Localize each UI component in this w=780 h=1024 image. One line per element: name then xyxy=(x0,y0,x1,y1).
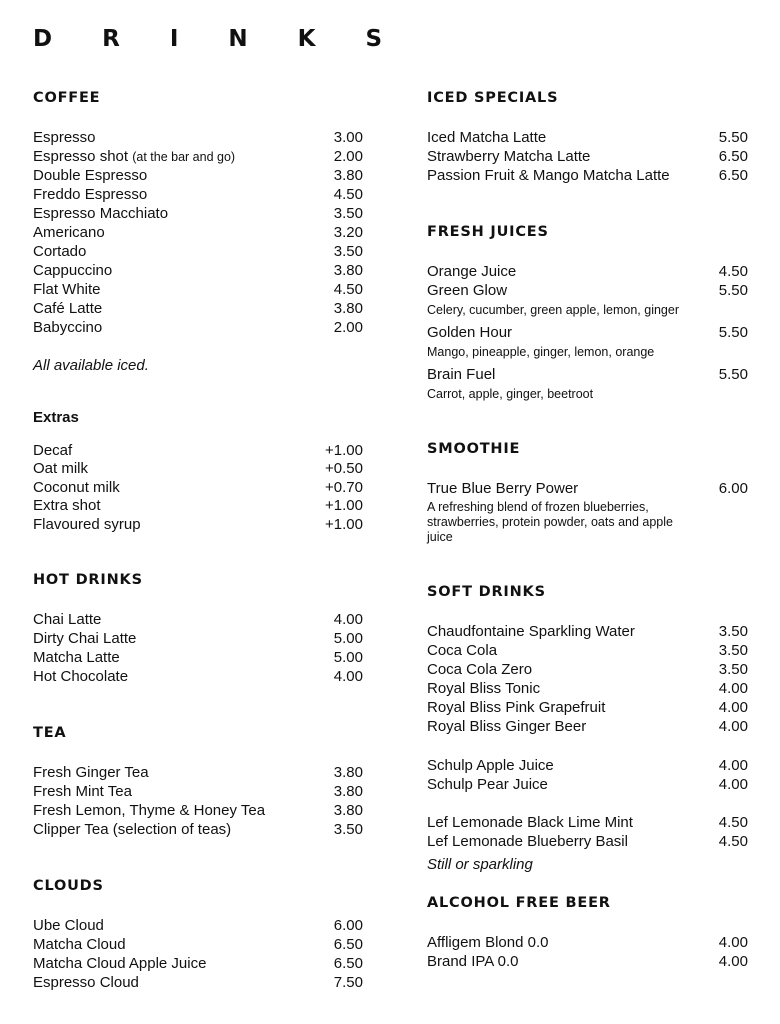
section-heading-hot-drinks: HOT DRINKS xyxy=(33,572,143,588)
coffee-note: All available iced. xyxy=(33,357,149,374)
item-description: Mango, pineapple, ginger, lemon, orange xyxy=(427,345,655,359)
item-description: A refreshing blend of frozen blueberries, strawberries, protein powder, oats and apple juice xyxy=(427,500,673,544)
section-heading-fresh-juices: FRESH JUICES xyxy=(427,224,549,240)
section-heading-soft-drinks: SOFT DRINKS xyxy=(427,584,546,600)
item-description: Celery, cucumber, green apple, lemon, ginger xyxy=(427,303,679,317)
item-description: Carrot, apple, ginger, beetroot xyxy=(427,387,594,401)
section-heading-coffee: COFFEE xyxy=(33,90,101,106)
section-heading-extras: Extras xyxy=(33,409,79,426)
section-heading-iced-specials: ICED SPECIALS xyxy=(427,90,559,106)
page-title: D R I N K S xyxy=(33,26,404,52)
section-heading-smoothie: SMOOTHIE xyxy=(427,441,521,457)
soft-drinks-note: Still or sparkling xyxy=(427,856,533,873)
section-heading-tea: TEA xyxy=(33,725,67,741)
section-heading-alcohol-free-beer: ALCOHOL FREE BEER xyxy=(427,895,611,911)
section-heading-clouds: CLOUDS xyxy=(33,878,104,894)
